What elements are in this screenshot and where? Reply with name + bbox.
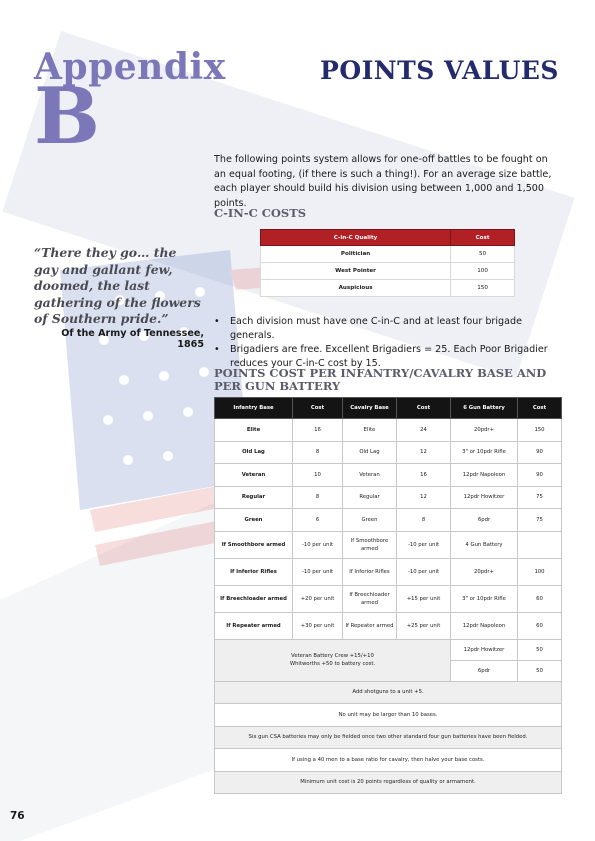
table-cell: Old Lag: [343, 441, 397, 464]
table-cell: 150: [518, 419, 562, 442]
table-cell: 75: [518, 509, 562, 532]
table-cell: If Smoothbore armed: [343, 531, 397, 558]
table-cell: -10 per unit: [397, 531, 451, 558]
table-row: [215, 681, 562, 704]
table-row: [215, 585, 562, 612]
table-row: [261, 246, 515, 263]
table-cell: Elite: [215, 419, 293, 442]
table-cell: 8: [397, 509, 451, 532]
table-header-row: [261, 230, 515, 246]
intro-paragraph: The following points system allows for one-off battles to be fought on an equal footing, (if there is such a thing!). For an average size battle, each player should build his division using between 1,000 and 1,500 points.: [214, 154, 552, 209]
table-cell: 8: [293, 486, 343, 509]
table-cell: If Repeater armed: [215, 612, 293, 639]
table-row: [261, 263, 515, 280]
veteran-battery-note: [215, 639, 451, 681]
table-cell: 20pdr+: [451, 558, 518, 585]
table-row: [215, 726, 562, 749]
table-cell: If Breechloader armed: [343, 585, 397, 612]
cinc-costs-table: [260, 229, 515, 297]
column-header: Cost: [518, 398, 562, 419]
column-header: C-in-C Quality: [261, 230, 451, 246]
table-note: If using a 40 men to a base ratio for cavalry, then halve your base costs.: [215, 749, 562, 772]
cinc-quality: Auspicious: [261, 280, 451, 297]
column-header: 6 Gun Battery: [451, 398, 518, 419]
table-cell: 60: [518, 585, 562, 612]
table-cell: 4 Gun Battery: [451, 531, 518, 558]
table-cell: Old Lag: [215, 441, 293, 464]
page-number: 76: [10, 810, 25, 822]
table-row: [215, 419, 562, 442]
table-cell: 12: [397, 486, 451, 509]
cinc-cost: 150: [451, 280, 515, 297]
table-note: Minimum unit cost is 20 points regardless of quality or armament.: [215, 771, 562, 794]
table-row: [215, 639, 562, 660]
table-row: [215, 704, 562, 727]
table-cell: 6pdr: [451, 509, 518, 532]
table-row: [215, 509, 562, 532]
appendix-letter: B: [34, 71, 100, 162]
table-cell: 12pdr Napoleon: [451, 464, 518, 487]
note-line: Veteran Battery Crew +15/+10: [291, 653, 374, 659]
quote-attribution: Of the Army of Tennessee, 1865: [61, 328, 204, 350]
table-cell: If Breechloader armed: [215, 585, 293, 612]
table-cell: -10 per unit: [397, 558, 451, 585]
table-cell: Veteran: [215, 464, 293, 487]
column-header: Cost: [293, 398, 343, 419]
table-cell: Regular: [215, 486, 293, 509]
table-cell: 3" or 10pdr Rifle: [451, 585, 518, 612]
table-cell: 24: [397, 419, 451, 442]
page-title: POINTS VALUES: [320, 56, 559, 85]
cinc-costs-heading: C-IN-C COSTS: [214, 206, 307, 220]
column-header: Infantry Base: [215, 398, 293, 419]
column-header: Cavalry Base: [343, 398, 397, 419]
table-row: [215, 558, 562, 585]
table-cell: 90: [518, 464, 562, 487]
table-cell: Elite: [343, 419, 397, 442]
list-item: • Each division must have one C-in-C and at least four brigade generals.: [214, 315, 564, 342]
column-header: Cost: [397, 398, 451, 419]
table-note: Six gun CSA batteries may only be fielded once two other standard four gun batteries have been fielded.: [215, 726, 562, 749]
table-cell: Green: [215, 509, 293, 532]
cinc-cost: 100: [451, 263, 515, 280]
sidebar-quote: “There they go… the gay and gallant few, doomed, the last gathering of the flowers of Southern pride.”: [34, 245, 201, 326]
table-cell: 50: [518, 639, 562, 660]
cinc-quality: Politician: [261, 246, 451, 263]
table-cell: Regular: [343, 486, 397, 509]
note-line: Whitworths +50 to battery cost.: [289, 661, 376, 667]
table-cell: -10 per unit: [293, 558, 343, 585]
table-cell: 6: [293, 509, 343, 532]
rules-bullet-list: [214, 315, 564, 371]
table-note: Add shotguns to a unit +5.: [215, 681, 562, 704]
table-row: [215, 771, 562, 794]
table-cell: 75: [518, 486, 562, 509]
points-cost-table: [214, 397, 562, 794]
table-row: [215, 531, 562, 558]
table-cell: 90: [518, 441, 562, 464]
table-row: [215, 612, 562, 639]
table-cell: Veteran: [343, 464, 397, 487]
list-item: • Brigadiers are free. Excellent Brigadiers = 25. Each Poor Brigadier reduces your C-in-C cost by 15.: [214, 343, 564, 370]
table-cell: If Inferior Rifles: [215, 558, 293, 585]
table-cell: 50: [518, 660, 562, 681]
table-note: No unit may be larger than 10 bases.: [215, 704, 562, 727]
table-cell: 12pdr Napoleon: [451, 612, 518, 639]
table-cell: 20pdr+: [451, 419, 518, 442]
table-row: [215, 464, 562, 487]
table-cell: If Smoothbore armed: [215, 531, 293, 558]
table-cell: 60: [518, 612, 562, 639]
table-cell: 12pdr Howitzer: [451, 486, 518, 509]
table-row: [215, 749, 562, 772]
table-cell: 8: [293, 441, 343, 464]
table-cell: +25 per unit: [397, 612, 451, 639]
table-cell: If Inferior Rifles: [343, 558, 397, 585]
table-cell: 10: [293, 464, 343, 487]
table-cell: 16: [397, 464, 451, 487]
column-header: Cost: [451, 230, 515, 246]
table-cell: 3" or 10pdr Rifle: [451, 441, 518, 464]
table-cell: 100: [518, 558, 562, 585]
table-cell: 12pdr Howitzer: [451, 639, 518, 660]
cinc-cost: 50: [451, 246, 515, 263]
table-header-row: [215, 398, 562, 419]
table-cell: If Repeater armed: [343, 612, 397, 639]
table-cell: [518, 531, 562, 558]
appendix-label: Appendix: [34, 46, 226, 88]
table-row: [215, 486, 562, 509]
table-cell: 6pdr: [451, 660, 518, 681]
table-cell: 12: [397, 441, 451, 464]
table-cell: -10 per unit: [293, 531, 343, 558]
table-row: [261, 280, 515, 297]
table-cell: 16: [293, 419, 343, 442]
cinc-quality: West Pointer: [261, 263, 451, 280]
table-cell: Green: [343, 509, 397, 532]
table-cell: +20 per unit: [293, 585, 343, 612]
table-cell: +30 per unit: [293, 612, 343, 639]
table-cell: +15 per unit: [397, 585, 451, 612]
table-row: [215, 441, 562, 464]
points-cost-heading: POINTS COST PER INFANTRY/CAVALRY BASE AND PER GUN BATTERY: [214, 366, 547, 393]
